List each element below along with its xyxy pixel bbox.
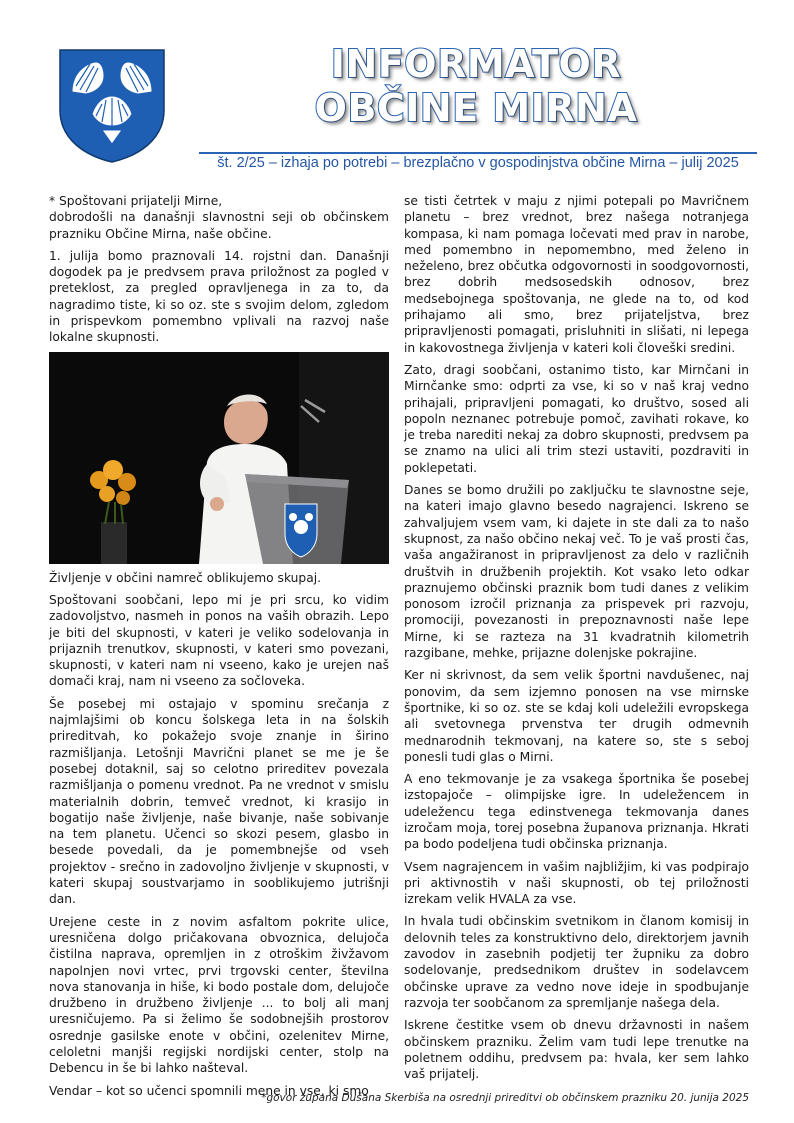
article-column-right: [404, 193, 749, 1082]
paragraph: A eno tekmovanje je za vsakega športnika še posebej izstopajoče – olimpijske igre. In udeležencem in udeležencu tega edinstvenega tekmovanja danes izročam moja, torej posebna županova priznanja. Hkrati pa bodo podeljena tudi občinska priznanja.: [404, 772, 749, 852]
paragraph: Iskrene čestitke vsem ob dnevu državnosti in našem občinskem prazniku. Želim vam tudi lepe trenutke na poletnem oddihu, predvsem pa: hvala, ker sem lahko vaš prijatelj.: [404, 1018, 749, 1082]
paragraph: Spoštovani soobčani, lepo mi je pri srcu, ko vidim zadovoljstvo, nasmeh in ponos na vaših obrazih. Lepo je biti del skupnosti, v kateri je veliko sodelovanja in prijaznih trenutkov, skupnosti, v kateri smo povezani, skupnosti, v kateri nam ni vseeno, kako je urejen naš domači kraj, nam ni vseeno za sočloveka.: [49, 592, 389, 689]
issue-subtitle: št. 2/25 – izhaja po potrebi – brezplačno v gospodinjstva občine Mirna – julij 2025: [217, 155, 739, 171]
paragraph: Vendar – kot so učenci spomnili mene in vse, ki smo: [49, 1083, 369, 1098]
municipal-crest-logo: [58, 48, 166, 164]
article-column-left: [49, 193, 389, 1099]
paragraph: Vsem nagrajencem in vašim najbližjim, ki vas podpirajo pri aktivnostih v naši skupnosti, ob tej priložnosti izrekam velik HVALA za vse.: [404, 859, 749, 907]
paragraph: Urejene ceste in z novim asfaltom pokrite ulice, uresničena dolgo pričakovana obvoznica, delujoča čistilna naprava, opremljen in z otroškim živžavom napolnjen novi vrtec, prvi trgovski center, številna nova stanovanja in hiše, ki bodo postale dom, delujoče družbeno in družbeno življenje ... to bolj ali manj uresničujemo. Pa si želimo še sodobnejših prostorov osrednje gasilske enote v občini, ozelenitev Mirne, celoletni manjši regijski nordijski center, stolp na Debencu in še bi lahko našteval.: [49, 914, 389, 1076]
footnote: *govor župana Dušana Skerbiša na osrednji prireditvi ob občinskem prazniku 20. junija 2025: [261, 1092, 749, 1104]
paragraph: * Spoštovani prijatelji Mirne, dobrodošli na današnji slavnostni seji ob občinskem prazniku Občine Mirna, naše občine.: [49, 194, 389, 241]
paragraph: Danes se bomo družili po zaključku te slavnostne seje, na kateri imajo glavno besedo nagrajenci. Iskreno se zahvaljujem vsem vam, ki dajete in ste dali za to našo skupnost, za našo občino nekaj več. To je vaš prosti čas, vaša angažiranost in pripravljenost za delo v različnih društvih in družbenih projektih. Kot vsako leto odkar praznujemo občinski praznik bom tudi danes z velikim ponosom izročil priznanja za prispevek pri razvoju, promociji, povezanosti in prepoznavnosti naše lepe Mirne, ki se razteza na 31 kvadratnih kilometrih razgibane, mehke, prijazne dolenjske pokrajine.: [404, 483, 749, 661]
title-line-1: INFORMATOR: [330, 42, 622, 86]
paragraph: Še posebej mi ostajajo v spominu srečanja z najmlajšimi ob koncu šolskega leta in na šolskih prireditvah, ko pokažejo svoje znanje in širino razmišljanja. Letošnji Mavrični planet se me je še posebej dotaknil, saj so celotno prireditev povezala razmišljanja o pomenu vrednot. Pa ne vrednot v smislu materialnih dobrin, temveč vrednot, ki krasijo in bogatijo naše življenje, naše bivanje, naše sobivanje na tem planetu. Učenci so skozi pesem, glasbo in besede povedali, da je pomembnejše od vseh projektov - srečno in zadovoljno življenje v skupnosti, v kateri skupaj soustvarjamo in sooblikujemo jutrišnji dan.: [49, 696, 389, 907]
header-divider: [199, 152, 757, 154]
paragraph: Ker ni skrivnost, da sem velik športni navdušenec, naj ponovim, da sem izjemno ponosen na vse mirnske športnike, ki so oz. ste se kdaj koli udeležili evropskega ali svetovnega prvenstva ter drugih odmevnih mednarodnih tekmovanj, na katere so, ste s seboj ponesli tudi glas o Mirni.: [404, 668, 749, 764]
paragraph: In hvala tudi občinskim svetnikom in članom komisij in delovnih teles za konstruktivno delo, direktorjem javnih zavodov in zasebnih podjetij ter župniku za dobro sodelovanje, predsednikom društev in sodelavcem občinske uprave za vedno nove ideje in spodbujanje razvoja ter soobčanom za spremljanje našega dela.: [404, 914, 749, 1010]
newsletter-title: [280, 42, 672, 130]
title-line-2: OBČINE MIRNA: [314, 86, 638, 130]
paragraph: 1. julija bomo praznovali 14. rojstni dan. Današnji dogodek pa je predvsem prava priložnost za pogled v preteklost, za pregled opravljenega in za to, da nagradimo tiste, ki so oz. ste s svojim delom, zgledom in prispevkom pomembno vplivali na razvoj naše lokalne skupnosti.: [49, 248, 389, 345]
speech-photo: [49, 352, 389, 564]
paragraph: Zato, dragi soobčani, ostanimo tisto, kar Mirnčani in Mirnčanke smo: odprti za vse, ki so v naš kraj vedno prihajali, pripravljeni pomagati, ko društvo, sosed ali popoln neznanec potrebuje pomoč, zavihati rokave, ko je treba narediti nekaj za dobro skupnosti, predvsem pa se znamo na ulici ali trim stezi ustaviti, pozdraviti in poklepetati.: [404, 362, 749, 475]
paragraph: se tisti četrtek v maju z njimi potepali po Mavričnem planetu – brez vrednot, brez našega notranjega kompasa, ki nam pomaga ločevati med prav in narobe, med pomembno in nepomembno, med želeno in neželeno, brez občutka odgovornosti in soodgovornosti, brez dobrih medsosedskih odnosov, brez medsebojnega spoštovanja, ne glede na to, od kod prihajamo ali smo, brez prijateljstva, brez pripravljenosti pomagati, prisluhniti in slišati, ni lepega in kakovostnega življenja v kateri koli človeški sredini.: [404, 194, 749, 355]
paragraph: Življenje v občini namreč oblikujemo skupaj.: [49, 570, 322, 585]
